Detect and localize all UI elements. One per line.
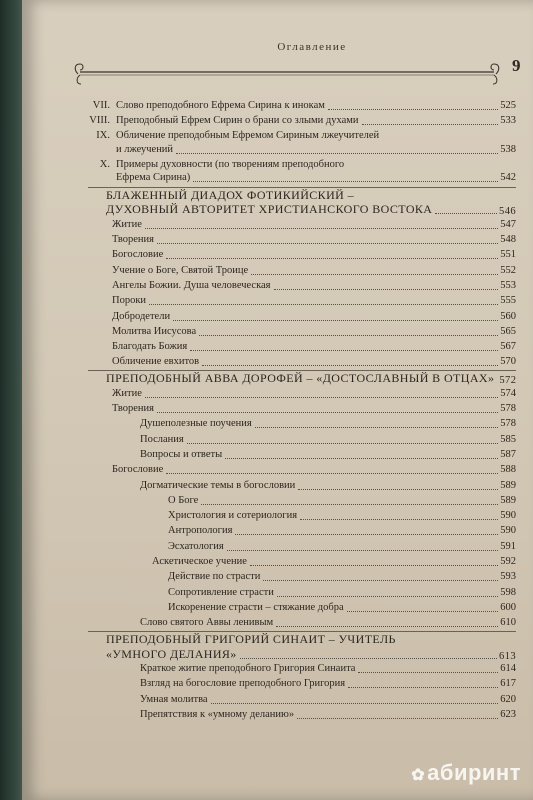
entry-label: Слово святого Аввы ленивым [140,617,274,628]
book-page [22,0,533,800]
leader-dots [157,411,498,413]
toc-entry-continued [116,144,516,156]
entry-page: 553 [500,280,516,291]
entry-page: 555 [500,295,516,306]
leader-dots [435,212,497,214]
leader-dots [157,242,498,244]
leader-dots [187,442,499,444]
section-page: 613 [499,651,516,662]
entry-page: 570 [500,356,516,367]
watermark-text: абиринт [427,760,521,785]
entry-page: 551 [500,249,516,260]
entry-page: 592 [500,556,516,567]
entry-page: 547 [500,219,516,230]
entry-page: 560 [500,311,516,322]
toc-entry [112,403,516,415]
leader-dots [193,180,498,182]
entry-page: 578 [500,418,516,429]
entry-page: 533 [500,115,516,126]
entry-label: Аскетическое учение [152,556,247,567]
leader-dots [176,152,498,154]
leader-dots [250,564,498,566]
entry-page: 614 [500,663,516,674]
section-title: ПРЕПОДОБНЫЙ АВВА ДОРОФЕЙ – «ДОСТОСЛАВНЫЙ В ОТЦАХ» [106,371,495,385]
entry-label: Сопротивление страсти [168,587,274,598]
leader-dots [227,549,498,551]
toc-entry [168,510,516,522]
toc-entry [112,388,516,400]
entry-page: 589 [500,480,516,491]
toc-entry [140,694,516,706]
entry-label: Благодать Божия [112,341,188,352]
entry-label: Богословие [112,464,164,475]
entry-label: Преподобный Ефрем Сирин о брани со злыми духами [116,115,359,126]
entry-label: Вопросы и ответы [140,449,223,460]
leader-dots [240,657,497,659]
toc-entry [112,249,516,261]
entry-label: Взгляд на богословие преподобного Григория [140,678,346,689]
entry-page: 548 [500,234,516,245]
section-page: 546 [499,206,516,217]
toc-entry [112,464,516,476]
leader-dots [251,273,498,275]
toc-entry [88,100,516,112]
toc-entry [112,341,516,353]
entry-page: 623 [500,709,516,720]
leader-dots [202,364,498,366]
entry-number: VII. [92,100,110,111]
entry-page: 565 [500,326,516,337]
entry-label: Душеполезные поучения [140,418,252,429]
leader-dots [362,123,499,125]
entry-page: 578 [500,403,516,414]
leader-dots [145,396,498,398]
entry-label: О Боге [168,495,199,506]
toc-entry [112,356,516,368]
toc-entry [140,663,516,675]
entry-page: 542 [500,172,516,183]
leader-dots [190,349,498,351]
leader-dots [166,472,498,474]
running-header: Оглавление [277,41,347,53]
toc-entry [88,115,516,127]
section-title-row [106,371,516,386]
entry-label: Эсхатология [168,541,224,552]
entry-label: Примеры духовности (по творениям преподобного [116,159,345,170]
leader-dots [173,319,498,321]
entry-label-continued: и лжеучений [116,144,174,155]
entry-label: Житие [112,219,142,230]
toc-entry [112,311,516,323]
leader-dots [211,702,499,704]
toc-entry [140,709,516,721]
entry-page: 574 [500,388,516,399]
toc-entry [168,495,516,507]
entry-page: 617 [500,678,516,689]
section-title-row [106,202,516,217]
leader-dots [235,533,498,535]
leader-dots [348,686,498,688]
entry-label: Искоренение страсти – стяжание добра [168,602,344,613]
entry-label: Действие по страсти [168,571,261,582]
leader-dots [201,503,498,505]
entry-number: IX. [96,130,110,141]
leader-dots [297,717,498,719]
toc-entry [140,418,516,430]
entry-label: Богословие [112,249,164,260]
watermark-logo [411,760,521,786]
page-number: 9 [512,56,521,75]
toc-entry [140,678,516,690]
table-of-contents [22,0,533,800]
toc-entry [168,602,516,614]
section-title: БЛАЖЕННЫЙ ДИАДОХ ФОТИКИЙСКИЙ – [106,188,355,202]
section-title: ПРЕПОДОБНЫЙ ГРИГОРИЙ СИНАИТ – УЧИТЕЛЬ [106,632,396,646]
toc-entry [152,556,516,568]
leader-dots [166,257,498,259]
entry-number: X. [99,159,110,170]
entry-label: Препятствия к «умному деланию» [140,709,295,720]
entry-page: 620 [500,694,516,705]
entry-label: Молитва Иисусова [112,326,197,337]
entry-page: 590 [500,525,516,536]
toc-entry [140,617,516,629]
toc-entry [140,434,516,446]
toc-entry [112,234,516,246]
entry-page: 585 [500,434,516,445]
entry-label: Послания [140,434,184,445]
entry-label: Добродетели [112,311,171,322]
leader-dots [358,671,498,673]
leader-dots [149,303,498,305]
section-title: «УМНОГО ДЕЛАНИЯ» [106,647,237,661]
book-spine [0,0,24,800]
leader-dots [298,488,498,490]
leader-dots [145,227,498,229]
toc-entry [140,480,516,492]
entry-label: Антропология [168,525,233,536]
toc-entry [112,265,516,277]
entry-label: Христология и сотериология [168,510,298,521]
toc-entry [112,280,516,292]
leader-dots [347,610,499,612]
toc-entry [112,295,516,307]
toc-entry [88,130,516,142]
entry-page: 593 [500,571,516,582]
entry-page: 589 [500,495,516,506]
entry-label: Пороки [112,295,147,306]
leader-dots [263,579,498,581]
entry-page: 525 [500,100,516,111]
toc-entry [168,525,516,537]
entry-label: Житие [112,388,142,399]
entry-label: Догматические темы в богословии [140,480,296,491]
entry-label: Краткое житие преподобного Григория Синаита [140,663,356,674]
toc-entry [140,449,516,461]
toc-entry [112,326,516,338]
entry-page: 591 [500,541,516,552]
entry-page: 590 [500,510,516,521]
entry-page: 610 [500,617,516,628]
entry-label: Обличение евхитов [112,356,200,367]
leader-dots [277,595,498,597]
entry-label: Умная молитва [140,694,208,705]
entry-label: Творения [112,234,155,245]
toc-entry [88,159,516,171]
leader-dots [328,108,498,110]
entry-page: 552 [500,265,516,276]
entry-page: 600 [500,602,516,613]
toc-entry-continued [116,172,516,184]
entry-label: Слово преподобного Ефрема Сирина к инокам [116,100,325,111]
section-title: ДУХОВНЫЙ АВТОРИТЕТ ХРИСТИАНСКОГО ВОСТОКА [106,202,433,216]
entry-number: VIII. [89,115,110,126]
entry-label: Обличение преподобным Ефремом Сириным лжеучителей [116,130,380,141]
toc-entry [168,571,516,583]
entry-label: Творения [112,403,155,414]
entry-label: Учение о Боге, Святой Троице [112,265,249,276]
toc-entry [112,219,516,231]
leader-dots [274,288,499,290]
section-title-row [106,647,516,662]
entry-label: Ангелы Божии. Душа человеческая [112,280,271,291]
entry-page: 538 [500,144,516,155]
entry-label-continued: Ефрема Сирина) [116,172,191,183]
watermark-icon: ✿ [411,767,426,784]
entry-page: 588 [500,464,516,475]
entry-page: 598 [500,587,516,598]
entry-page: 587 [500,449,516,460]
entry-page: 567 [500,341,516,352]
toc-entry [168,541,516,553]
section-page: 572 [499,375,517,386]
leader-dots [225,457,498,459]
leader-dots [300,518,498,520]
leader-dots [255,426,498,428]
leader-dots [199,334,498,336]
toc-entry [168,587,516,599]
leader-dots [276,625,498,627]
